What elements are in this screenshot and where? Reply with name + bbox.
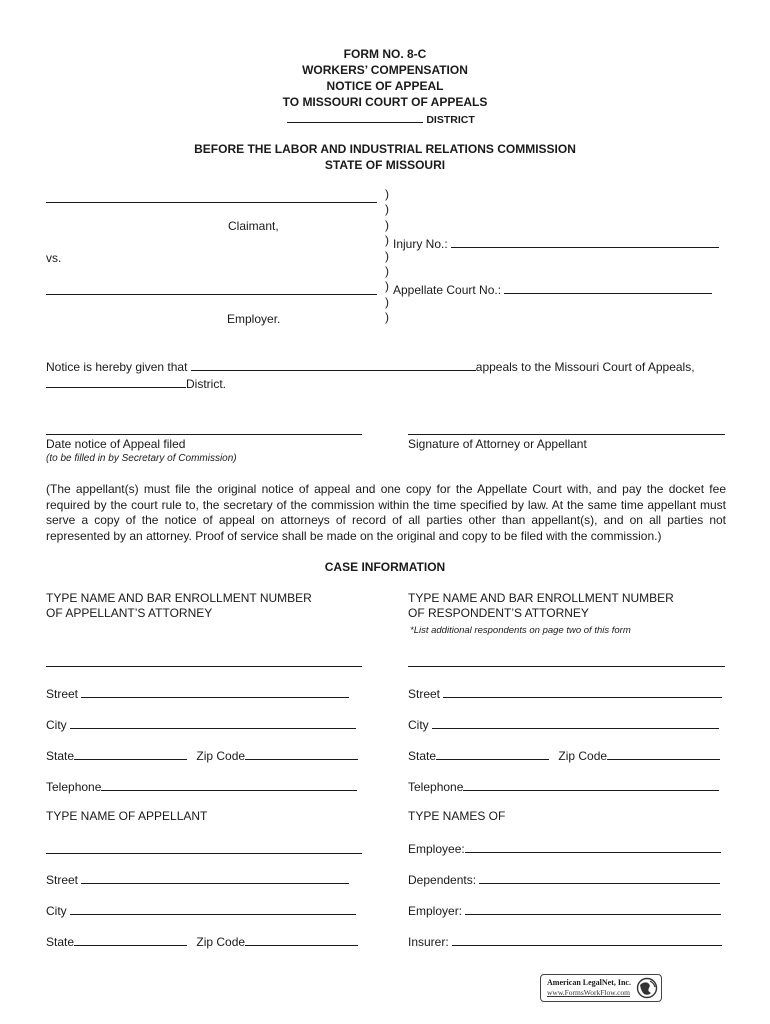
- injury-no-field: [393, 235, 719, 251]
- publisher-name: American LegalNet, Inc.: [547, 978, 631, 987]
- employee-blank[interactable]: [465, 840, 721, 853]
- form-title-line-3: NOTICE OF APPEAL: [326, 79, 444, 93]
- street-label: Street: [46, 873, 79, 887]
- employer-name-line[interactable]: [46, 294, 377, 295]
- appellant-city-field: [46, 902, 356, 918]
- zip-label: Zip Code: [196, 749, 246, 763]
- state-label: State: [46, 935, 75, 949]
- respondent-attorney-city-blank[interactable]: [432, 716, 719, 729]
- appellant-attorney-city-blank[interactable]: [70, 716, 356, 729]
- respondent-attorney-state-zip-field: [408, 747, 720, 763]
- signature-line[interactable]: [408, 434, 725, 435]
- notice-line-1: [46, 358, 695, 374]
- city-label: City: [408, 718, 429, 732]
- street-label: Street: [408, 687, 441, 701]
- date-filed-label: Date notice of Appeal filed: [46, 437, 186, 451]
- appellant-name-blank[interactable]: [191, 358, 476, 371]
- district-label: DISTRICT: [426, 114, 475, 126]
- notice-text-1: Notice is hereby given that: [46, 360, 188, 374]
- state-label: State: [46, 749, 75, 763]
- form-number: FORM NO. 8-C: [343, 47, 427, 61]
- appellant-attorney-heading-2: OF APPELLANT’S ATTORNEY: [46, 606, 213, 620]
- respondent-attorney-heading-2: OF RESPONDENT’S ATTORNEY: [408, 606, 589, 620]
- district-blank[interactable]: [287, 110, 423, 123]
- injury-no-blank[interactable]: [451, 235, 719, 248]
- zip-label: Zip Code: [196, 935, 246, 949]
- appellant-state-blank[interactable]: [74, 933, 187, 946]
- appellant-attorney-street-blank[interactable]: [81, 685, 349, 698]
- employer-blank[interactable]: [465, 902, 721, 915]
- respondent-attorney-city-field: [408, 716, 719, 732]
- notice-district-blank[interactable]: [46, 375, 186, 388]
- dependents-blank[interactable]: [479, 871, 720, 884]
- insurer-blank[interactable]: [452, 933, 722, 946]
- city-label: City: [46, 718, 67, 732]
- zip-label: Zip Code: [558, 749, 608, 763]
- respondent-attorney-telephone-field: [408, 778, 719, 794]
- employer-label: Employer:: [408, 904, 463, 918]
- names-of-heading: TYPE NAMES OF: [408, 809, 506, 823]
- claimant-name-line[interactable]: [46, 202, 377, 203]
- globe-logo-icon: [636, 977, 658, 999]
- respondent-attorney-telephone-blank[interactable]: [463, 778, 719, 791]
- appellant-attorney-city-field: [46, 716, 356, 732]
- notice-line-2: [46, 375, 226, 391]
- respondent-attorney-zip-blank[interactable]: [607, 747, 720, 760]
- form-title-line-4: TO MISSOURI COURT OF APPEALS: [282, 95, 488, 109]
- claimant-label: Claimant,: [228, 219, 279, 233]
- form-title-line-2: WORKERS’ COMPENSATION: [302, 63, 468, 77]
- dependents-label: Dependents:: [408, 873, 477, 887]
- appellant-name-heading: TYPE NAME OF APPELLANT: [46, 809, 208, 823]
- versus-label: vs.: [46, 251, 62, 265]
- street-label: Street: [46, 687, 79, 701]
- respondent-attorney-heading-1: TYPE NAME AND BAR ENROLLMENT NUMBER: [408, 591, 674, 605]
- employer-label: Employer.: [227, 312, 281, 326]
- signature-label: Signature of Attorney or Appellant: [408, 437, 587, 451]
- notice-district-label: District.: [186, 377, 226, 391]
- employer-field: [408, 902, 721, 918]
- appellant-street-blank[interactable]: [81, 871, 349, 884]
- respondent-attorney-name-line[interactable]: [408, 666, 725, 667]
- appellant-zip-blank[interactable]: [245, 933, 358, 946]
- appellant-attorney-state-zip-field: [46, 747, 358, 763]
- appellate-no-label: Appellate Court No.:: [393, 283, 502, 297]
- insurer-label: Insurer:: [408, 935, 449, 949]
- publisher-logo[interactable]: [540, 974, 662, 1002]
- appellant-attorney-zip-blank[interactable]: [245, 747, 358, 760]
- appellant-attorney-telephone-blank[interactable]: [101, 778, 357, 791]
- telephone-label: Telephone: [408, 780, 464, 794]
- appellant-street-field: [46, 871, 349, 887]
- appellant-state-zip-field: [46, 933, 358, 949]
- appellant-attorney-heading-1: TYPE NAME AND BAR ENROLLMENT NUMBER: [46, 591, 312, 605]
- date-filed-line[interactable]: [46, 434, 362, 435]
- date-filed-note: (to be filled in by Secretary of Commission): [46, 453, 237, 464]
- notice-text-2: appeals to the Missouri Court of Appeals,: [475, 360, 695, 374]
- appellant-attorney-state-blank[interactable]: [74, 747, 187, 760]
- injury-no-label: Injury No.:: [393, 237, 448, 251]
- state-title: STATE OF MISSOURI: [324, 158, 446, 172]
- respondent-note: *List additional respondents on page two of this form: [410, 625, 631, 636]
- appellant-attorney-telephone-field: [46, 778, 357, 794]
- appellant-city-blank[interactable]: [70, 902, 356, 915]
- caption-parentheses: ) ) ) ) ) ) ) ) ): [385, 187, 389, 325]
- employee-label: Employee:: [408, 842, 465, 856]
- respondent-attorney-state-blank[interactable]: [436, 747, 549, 760]
- respondent-attorney-street-blank[interactable]: [443, 685, 722, 698]
- appellate-no-blank[interactable]: [504, 281, 712, 294]
- case-information-title: CASE INFORMATION: [324, 560, 446, 574]
- appellant-attorney-name-line[interactable]: [46, 666, 362, 667]
- instructions-paragraph: (The appellant(s) must file the original notice of appeal and one copy for the Appellate Court with, and pay the docket fee required by the court rule to, the secretary of the commission within the time specified by law. At the same time appellant must serve a copy of the notice of appeal on attorneys of record of all parties other than appellant(s), and on all parties not represented by an attorney. Proof of service shall be made on the original and copy to be filed with the commission.): [46, 482, 726, 543]
- city-label: City: [46, 904, 67, 918]
- appellant-name-line[interactable]: [46, 853, 362, 854]
- respondent-attorney-street-field: [408, 685, 722, 701]
- publisher-url[interactable]: www.FormsWorkFlow.com: [547, 988, 631, 997]
- telephone-label: Telephone: [46, 780, 102, 794]
- state-label: State: [408, 749, 437, 763]
- dependents-field: [408, 871, 720, 887]
- commission-title: BEFORE THE LABOR AND INDUSTRIAL RELATIONS COMMISSION: [194, 142, 576, 156]
- appellant-attorney-street-field: [46, 685, 349, 701]
- employee-field: [408, 840, 721, 856]
- appellate-no-field: [393, 281, 712, 297]
- district-header: [287, 110, 475, 126]
- insurer-field: [408, 933, 722, 949]
